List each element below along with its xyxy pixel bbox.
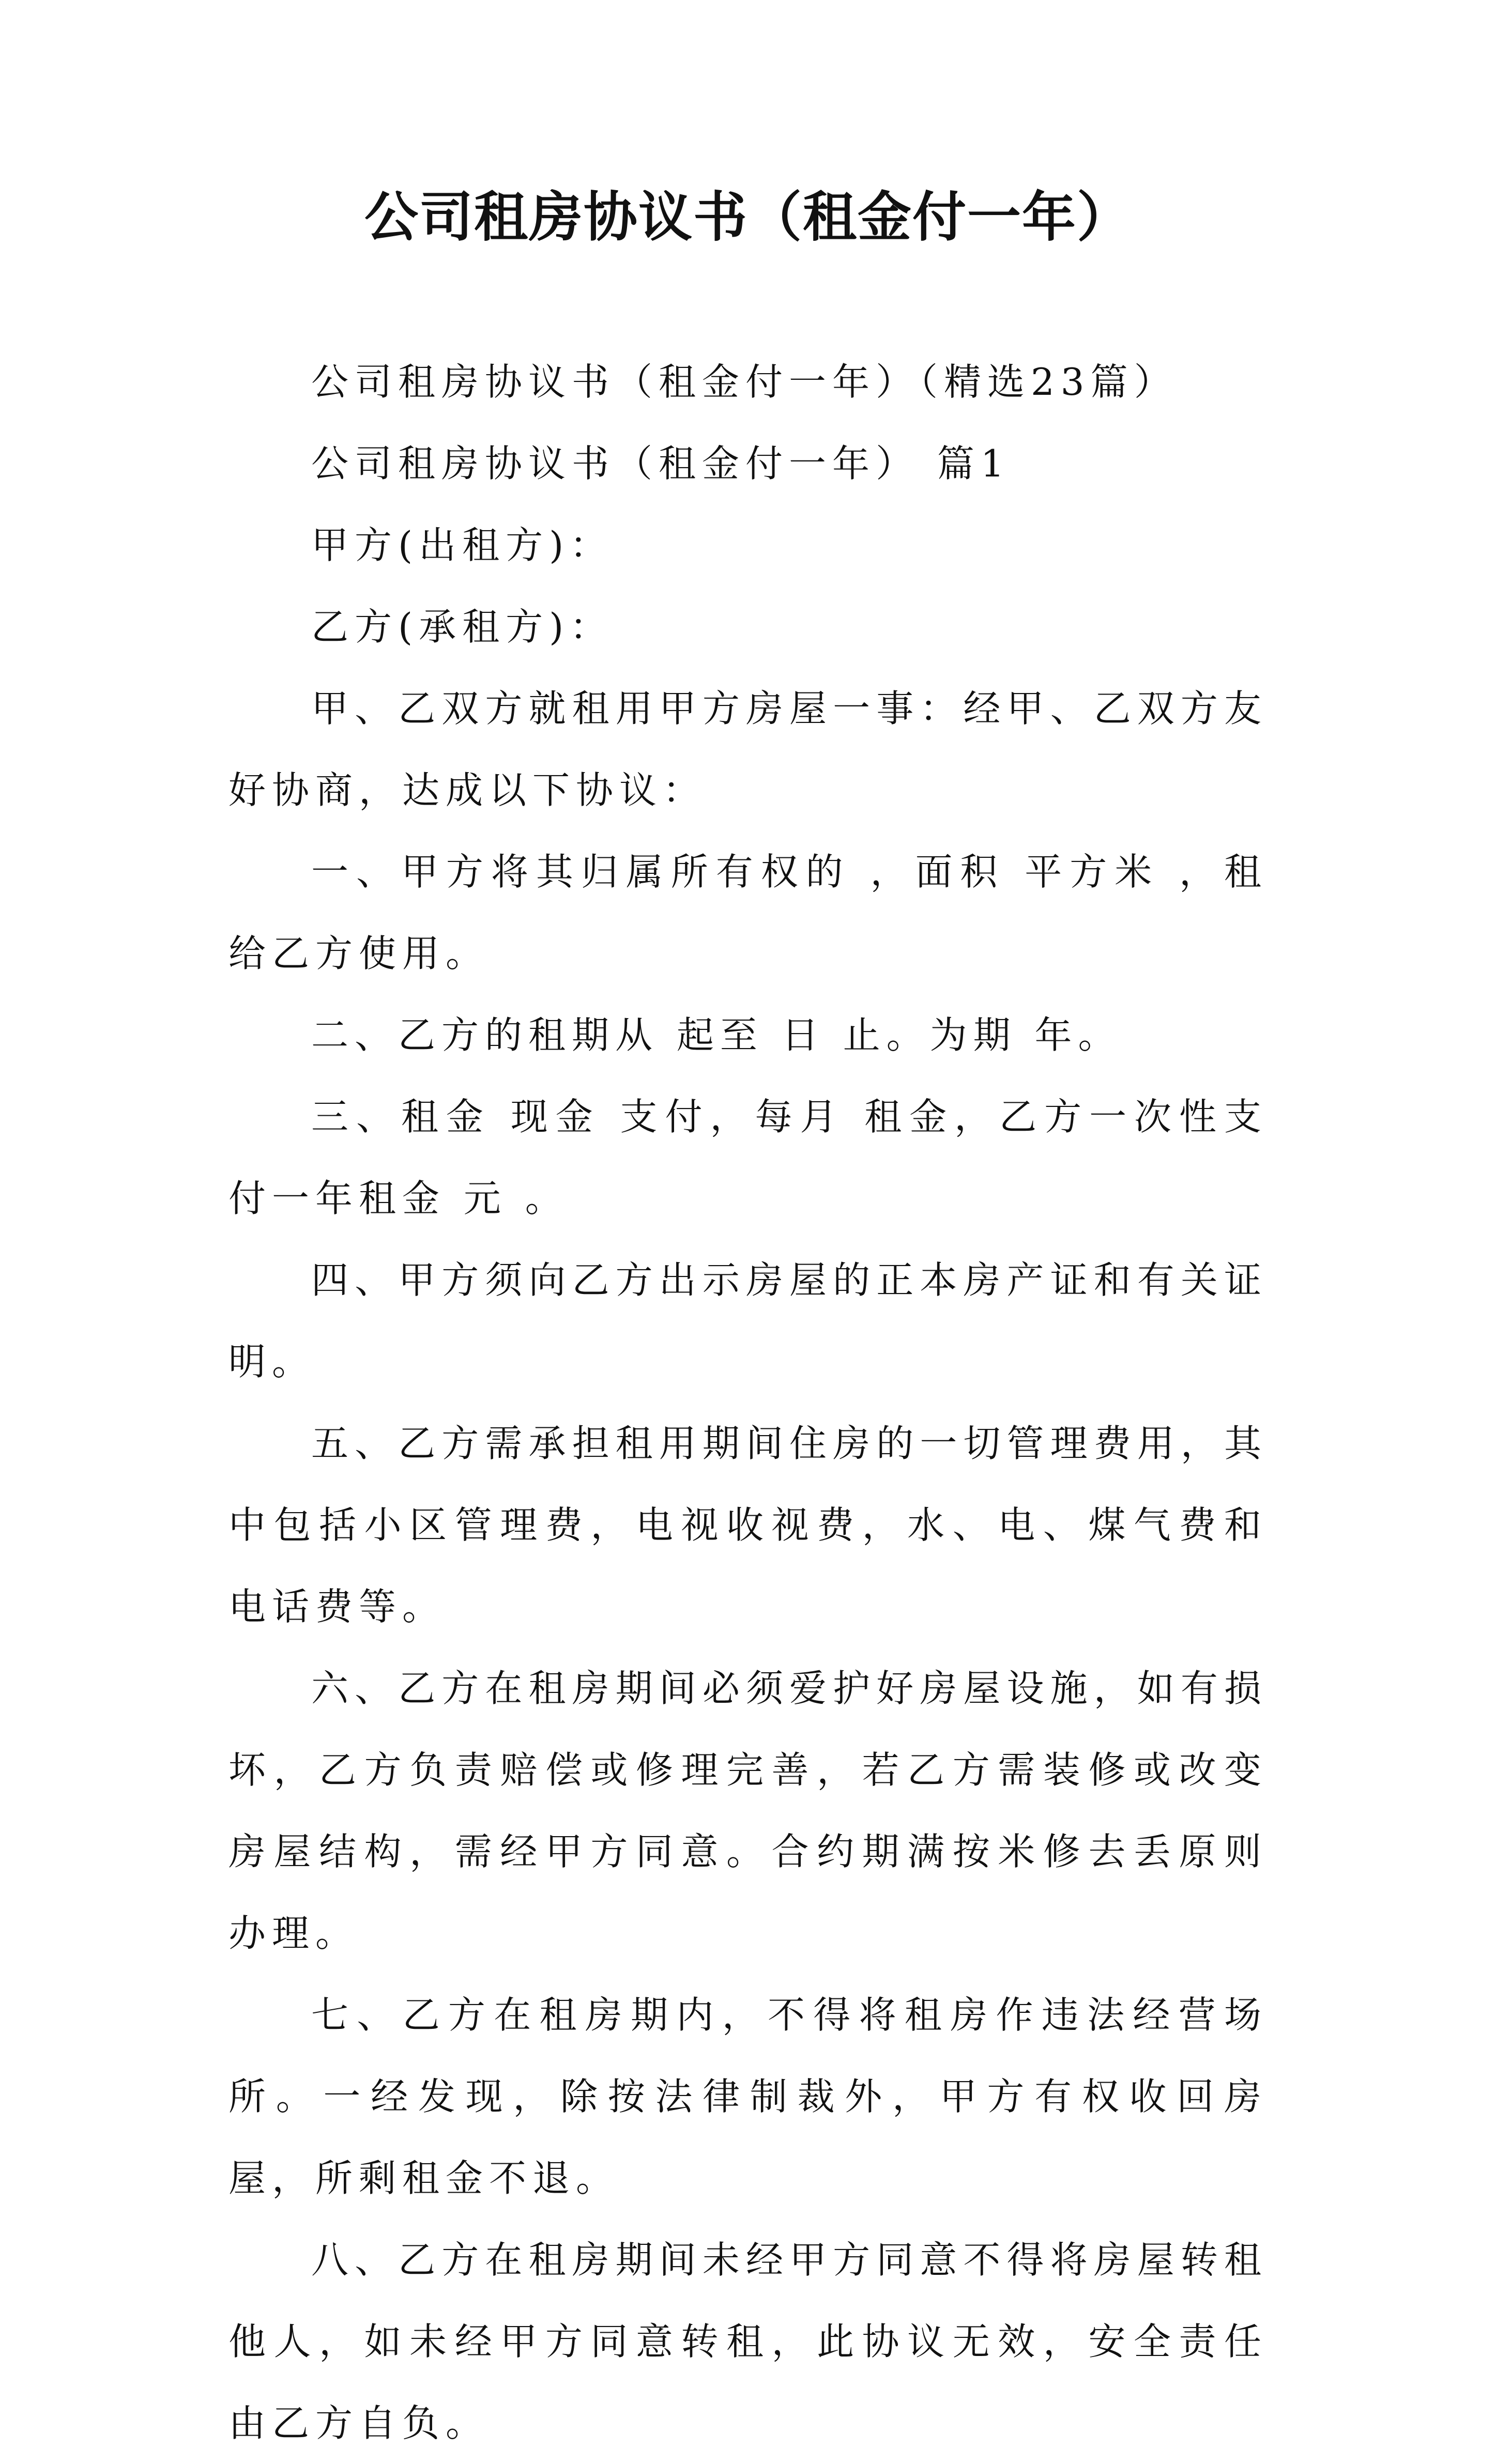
preamble-paragraph: 甲、乙双方就租用甲方房屋一事：经甲、乙双方友好协商，达成以下协议： bbox=[228, 687, 1268, 812]
clause-1: 一、甲方将其归属所有权的 ，面积 平方米 ，租给乙方使用。 bbox=[228, 850, 1268, 975]
party-a-line: 甲方(出租方)： bbox=[311, 523, 614, 567]
document-body bbox=[228, 341, 1268, 2464]
section-heading: 公司租房协议书（租金付一年） 篇1 bbox=[311, 442, 1011, 485]
clause-5: 五、乙方需承担租用期间住房的一切管理费用，其中包括小区管理费，电视收视费，水、电、煤气费和电话费等。 bbox=[228, 1422, 1268, 1628]
clause-6: 六、乙方在租房期间必须爱护好房屋设施，如有损坏，乙方负责赔偿或修理完善，若乙方需装修或改变房屋结构，需经甲方同意。合约期满按米修去丢原则办理。 bbox=[228, 1667, 1268, 1955]
clause-2: 二、乙方的租期从 起至 日 止。为期 年。 bbox=[311, 1013, 1122, 1057]
document-title: 公司租房协议书（租金付一年） bbox=[364, 185, 1132, 249]
clause-4: 四、甲方须向乙方出示房屋的正本房产证和有关证明。 bbox=[228, 1258, 1268, 1383]
document-subtitle: 公司租房协议书（租金付一年）（精选23篇） bbox=[311, 360, 1178, 404]
clause-3: 三、租金 现金 支付，每月 租金，乙方一次性支付一年租金 元 。 bbox=[228, 1095, 1268, 1220]
clause-8: 八、乙方在租房期间未经甲方同意不得将房屋转租他人，如未经甲方同意转租，此协议无效，安全责任由乙方自负。 bbox=[228, 2238, 1268, 2445]
clause-7: 七、乙方在租房期内，不得将租房作违法经营场所。一经发现，除按法律制裁外，甲方有权收回房屋，所剩租金不退。 bbox=[228, 1993, 1268, 2200]
party-b-line: 乙方(承租方)： bbox=[311, 605, 614, 649]
